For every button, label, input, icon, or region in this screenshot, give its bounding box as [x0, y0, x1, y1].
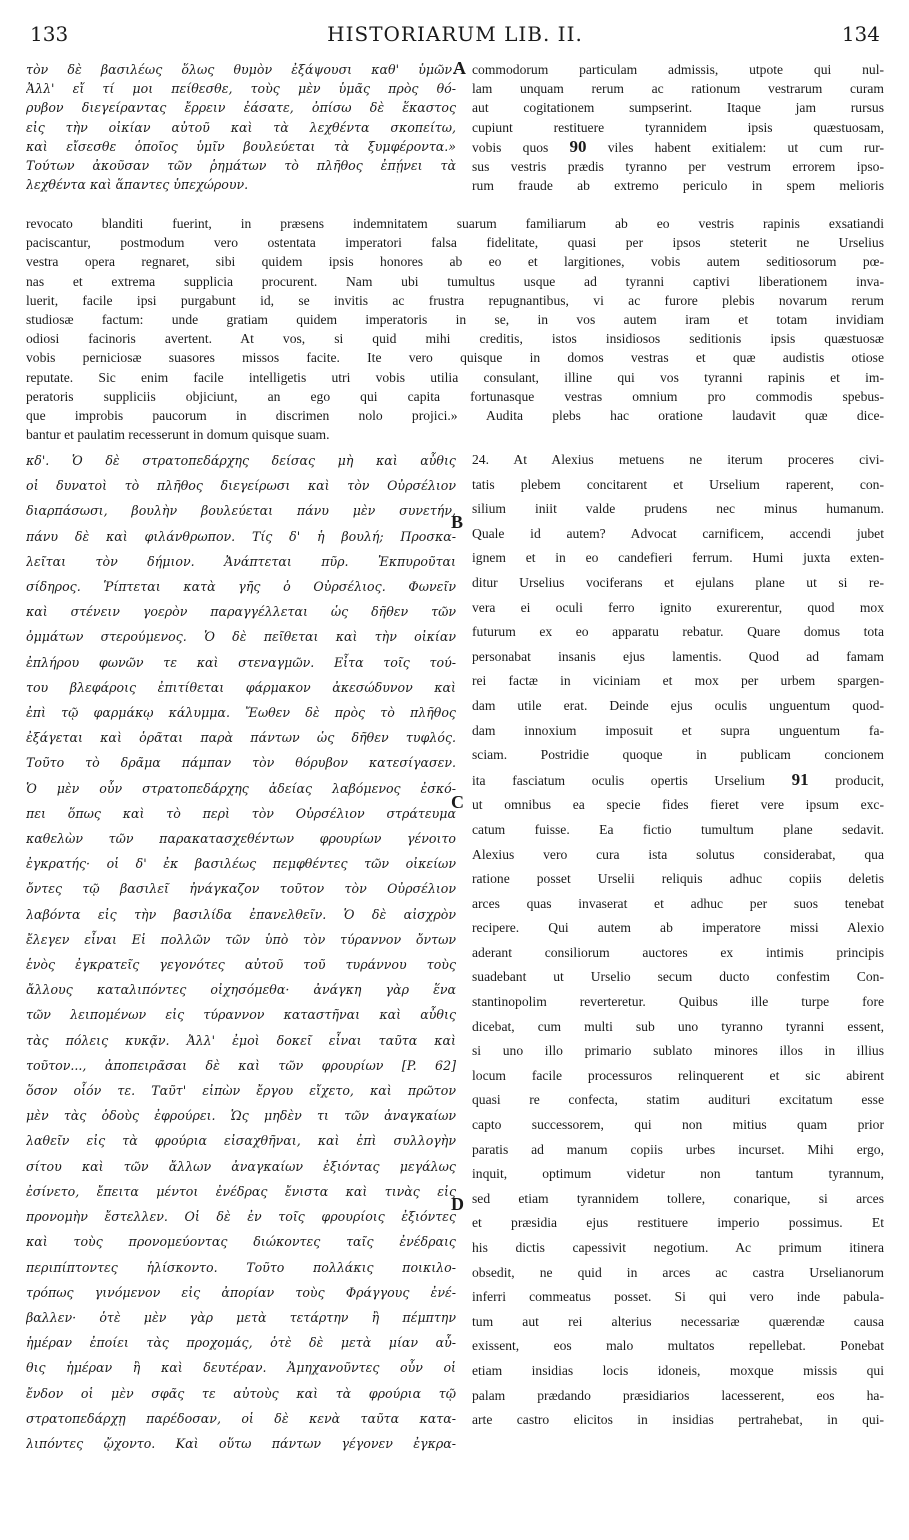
- text-line: aderant consiliorum auctores ex intimis principis: [472, 944, 884, 960]
- text-line: reputate. Sic enim facile intelligetis utri vobis utilia consulant, illine qui vos tyranni rapinis et im-: [26, 369, 884, 385]
- text-line: καὶ εἴσεσθε ὁποῖος ὑμῖν βουλεύεται τὰ ξυμφέροντα.»: [26, 138, 456, 154]
- text-line: ut omnibus ea specie fides fieret vere ipsum exc-: [472, 797, 884, 813]
- text-line: et præsidia ejus restituere imperio possimus. Et: [472, 1215, 884, 1231]
- margin-marker-a: A: [453, 58, 466, 78]
- text-line: tum aut rei alterius necessariæ quærendæ causa: [472, 1313, 884, 1329]
- text-line: sciam. Postridie quoque in publicam concionem: [472, 747, 884, 763]
- text-line: Τούτων ἀκοῦσαν τῶν ῥημάτων τὸ πλῆθος ἐπῄνει τὰ: [26, 158, 456, 174]
- text-line: palam prædando præsidiarios lacesserent, eos ha-: [472, 1387, 884, 1403]
- text-line: nas et extrema supplicia procurent. Nam ubi tumultus usque ad tyranni captivi liberationem inva-: [26, 273, 884, 289]
- text-line: τοῦτον..., ἀποπειρᾶσαι δὲ καὶ τῶν φρουρίων [P. 62]: [26, 1057, 456, 1073]
- text-line: ρυβον διεγείραντας ἔρρειν ἐάσατε, ὀπίσω δὲ ἕκαστος: [26, 100, 456, 116]
- text-line: revocato blanditi fuerint, in præsens indemnitatem suarum familiarum ab eo vestris rapinis exsatiandi: [26, 216, 884, 231]
- text-line: 24. At Alexius metuens ne iterum proceres civi-: [472, 452, 884, 467]
- text-line: προνομὴν ἔστελλεν. Οἱ δὲ ἐν τοῖς φρουρίοις ἐξιόντες: [26, 1209, 456, 1225]
- text-line: studiosæ factum: unde gratiam quidem imperatoris in se, in vos autem iram et totam invidiam: [26, 312, 884, 328]
- text-line: capto successorem, qui non mitius quam prior: [472, 1117, 884, 1133]
- text-line: arte castro elicitos in insidias pertrahebat, in qui-: [472, 1412, 884, 1428]
- marginal-number-90: 90: [569, 136, 587, 156]
- text-line: Quale id autem? Advocat carnificem, accendi jubet: [472, 525, 884, 541]
- margin-marker-c: C: [451, 792, 464, 812]
- text-line: ignem et in eo candefieri ferrum. Humi juxta exten-: [472, 550, 884, 566]
- top-latin-column: [472, 60, 884, 195]
- text-line: inferri commeatus posset. Si qui vero inde pabula-: [472, 1289, 884, 1305]
- text-line: ἑνὸς ἐγκρατεῖς γεγονότες αὐτοῦ τοῦ τυράννου τοὺς: [26, 957, 456, 973]
- text-line: λεχθέντα καὶ ἅπαντες ὑπεχώρουν.: [26, 177, 249, 193]
- text-line: luerit, facile ipsi purgabunt id, se invitis ac frustra repugnantibus, vi ac furore plebis novarum rerum: [26, 292, 884, 308]
- text-line: sed etiam tyrannidem tollere, conarique, si arces: [472, 1190, 884, 1206]
- text-line: tatis plebem concitarent et Urselium raperent, con-: [472, 476, 884, 492]
- text-line: λιπόντες ᾤχοντο. Καὶ οὕτω πάντων γέγονεν ἐγκρα-: [26, 1435, 456, 1451]
- text-line: paciscantur, postmodum vero ostentata imperatori falsa fidelitate, quasi per ipsos steterit ne Urselius: [26, 235, 884, 251]
- text-line: ἡμέραν ἐποίει τὰς προχομάς, ὁτὲ δὲ μετὰ μίαν αὖ-: [26, 1335, 456, 1351]
- text-line: etiam insidias locis idoneis, moxque missis qui: [472, 1362, 884, 1378]
- text-line: peratoris suppliciis objiciunt, an ego qui capita fortunasque vestras omnium pro commodis spebus-: [26, 388, 884, 404]
- page-header: [30, 22, 880, 50]
- text-line: rei factæ in viciniam et mox per urbem spargen-: [472, 673, 884, 689]
- text-line: quasi re confecta, statim audituri excitatum esse: [472, 1092, 884, 1108]
- text-line: vera ei oculi ferro ignito exurerentur, quod mox: [472, 599, 884, 615]
- text-line: κδ'. Ὁ δὲ στρατοπεδάρχης δείσας μὴ καὶ αὖθις: [26, 453, 456, 468]
- text-line: vobis perniciosæ suasores missos facite. Ite vero quisque in domos vestras et quæ audistis otiose: [26, 350, 884, 366]
- text-line: bantur et paulatim recesserunt in domum quisque suam.: [26, 427, 330, 443]
- text-line: τρόπως γινόμενον εἰς ἀπορίαν τοὺς Φράγγους ἐνέ-: [26, 1284, 456, 1300]
- text-line: λεῖται τὸν δήμιον. Ἀνάπτεται πῦρ. Ἐκπυροῦται: [26, 553, 456, 569]
- text-line: inquit, optimum videtur non tantum tyrannum,: [472, 1166, 884, 1182]
- text-line: ἐπλήρου φωνῶν τε καὶ στεναγμῶν. Εἶτα τοῖς τού-: [26, 654, 456, 670]
- text-line: aut cogitationem sumpserint. Itaque jam rursus: [472, 100, 884, 116]
- main-latin-column: [472, 448, 884, 1433]
- text-line: πάνυ δὲ καὶ φιλάνθρωπον. Τίς δ' ἡ βουλή; Προσκα-: [26, 528, 456, 544]
- text-line: obsedit, ne quid in arces ac castra Urselianorum: [472, 1264, 884, 1280]
- text-line: ἄλλους καταλιπόντες οἰχησόμεθα· ἀνάγκη γὰρ ἕνα: [26, 982, 456, 998]
- text-line: futurum ex eo apparatu rebatur. Quare domus tota: [472, 624, 884, 640]
- marginal-number-91: 91: [791, 769, 809, 789]
- text-line: πει ὅπως καὶ τὸ περὶ τὸν Οὐρσέλιον στράτευμα: [26, 805, 456, 821]
- margin-marker-b: B: [451, 512, 464, 532]
- text-line: odiosi facinoris avertent. At vos, si quid mihi creditis, istos insidiosos seditionis ipsis quæstuosæ: [26, 331, 884, 347]
- text-line: vobis quos 90 viles habent exitialem: ut cum rur-: [472, 136, 884, 156]
- text-line: dicebat, cum multi sub uno tyranno tyranni essent,: [472, 1018, 884, 1034]
- full-width-latin: [26, 214, 884, 444]
- text-line: Ἀλλ' εἴ τί μοι πείθεσθε, τοὺς μὲν ὑμᾶς πρὸς θό-: [26, 81, 456, 97]
- text-line: dam utile erat. Deinde ejus oculis unguentum quod-: [472, 697, 884, 713]
- text-line: καὶ στένειν γοερὸν παραγγέλλεται ὡς δῆθεν τῶν: [26, 604, 456, 620]
- text-line: περιπίπτοντες ἡλίσκοντο. Τοῦτο πολλάκις ποικιλο-: [26, 1259, 456, 1275]
- text-line: ἐπὶ τῷ φαρμάκῳ κάλυμμα. Ἔωθεν δὲ πρὸς τὸ πλῆθος: [26, 705, 456, 721]
- text-line: his dictis capessivit negotium. Ac primum itinera: [472, 1240, 884, 1255]
- text-line: si uno illo primario sublato minores illos in illius: [472, 1043, 884, 1059]
- text-line: ὅσον οἷόν τε. Ταῦτ' εἰπὼν ἔργου εἴχετο, καὶ πρῶτον: [26, 1083, 456, 1099]
- text-line: καθελὼν τῶν παρακατασχεθέντων φρουρίων γένοιτο: [26, 831, 456, 847]
- text-line: commodorum particulam admissis, utpote qui nul-: [472, 62, 884, 77]
- text-line: σίδηρος. Ῥίπτεται κατὰ γῆς ὁ Οὐρσέλιος. Φωνεῖν: [26, 579, 456, 595]
- text-line: καὶ τοὺς προνομεύοντας διώκοντες ταῖς ἐνέδραις: [26, 1234, 456, 1250]
- running-title: HISTORIARUM LIB. II.: [327, 22, 583, 46]
- text-line: ἐξάγεται καὶ ὁρᾶται παρὰ πάντων ὡς δῆθεν τυφλός.: [26, 730, 456, 746]
- main-greek-column: [26, 448, 456, 1456]
- text-line: Τοῦτο τὸ δρᾶμα πάμπαν τὸν θόρυβον κατεσίγασεν.: [26, 755, 456, 771]
- text-line: του βλεφάροις ἐπιτίθεται φάρμακον ἀκεσώδυνον καὶ: [26, 679, 456, 695]
- text-line: ita fasciatum oculis opertis Urselium 91 producit,: [472, 769, 884, 789]
- text-line: arces quas invaserat et adhuc per suos tenebat: [472, 895, 884, 911]
- text-line: ὄντες τῷ βασιλεῖ ἠνάγκαζον τοῦτον τὸν Οὐρσέλιον: [26, 881, 456, 897]
- text-line: locum facile processuros relinquerent et sic abirent: [472, 1067, 884, 1083]
- text-line: ἐγκρατής· οἱ δ' ἐκ βασιλέως πεμφθέντες τῶν οἰκείων: [26, 856, 456, 872]
- text-line: λαβόντα εἰς τὴν βασιλίδα ἐπανελθεῖν. Ὁ δὲ αἰσχρὸν: [26, 906, 456, 922]
- text-line: que improbis paucorum in discrimen nolo projici.» Audita plebs hac oratione laudavit quæ dice-: [26, 408, 884, 424]
- text-line: ὀμμάτων στερούμενος. Ὁ δὲ πεῖθεται καὶ τὴν οἰκίαν: [26, 629, 456, 645]
- text-line: βαλλεν· ὁτὲ μὲν γὰρ μετὰ τετάρτην ἢ πέμπτην: [26, 1309, 456, 1325]
- margin-marker-d: D: [451, 1194, 464, 1214]
- text-line: τὰς πόλεις κυκᾷν. Ἀλλ' ἐμοὶ δοκεῖ εἶναι ταῦτα καὶ: [26, 1032, 456, 1048]
- top-greek-column: [26, 60, 456, 194]
- text-line: rum fraude ab extremo periculo in spem melioris: [472, 178, 884, 194]
- text-line: διαρπάσωσι, βουλὴν βουλεύεται πάνυ μὲν συνετήν,: [26, 503, 456, 519]
- page-number-right: 134: [841, 22, 880, 46]
- text-line: cupiunt restituere tyrannidem ipsis quæstuosam,: [472, 119, 884, 135]
- text-line: ἔνδον οἱ μὲν σφᾶς τε αὐτοὺς καὶ τὰ φρούρια τῷ: [26, 1385, 456, 1401]
- text-line: recipere. Qui autem ab imperatore missi Alexio: [472, 920, 884, 936]
- text-line: ἐσίνετο, ἔπειτα μέντοι ἐνέδρας ἔνιστα καὶ τινὰς εἰς: [26, 1183, 456, 1199]
- text-line: catum fuisse. Ea fictio tumultum plane sedavit.: [472, 821, 884, 837]
- text-line: ditur Urselius vociferans et ejulans plane ut si re-: [472, 574, 884, 590]
- text-line: θις ἡμέραν ἢ καὶ δευτέραν. Ἀμηχανοῦντες οὖν οἱ: [26, 1360, 456, 1376]
- text-line: λαθεῖν εἰς τὰ φρούρια εἰσαχθῆναι, καὶ ἐπὶ συλλογὴν: [26, 1133, 456, 1149]
- text-line: σίτου καὶ τῶν ἄλλων ἀναγκαίων ἐξιόντας μεγάλως: [26, 1158, 456, 1174]
- text-line: τὸν δὲ βασιλέως ὅλως θυμὸν ἐξάψουσι καθ' ὑμῶν.: [26, 62, 456, 77]
- text-line: silium iniit valde prudens nec minus humanum.: [472, 501, 884, 517]
- page-number-left: 133: [30, 22, 69, 46]
- text-line: vestra opera regnaret, sibi quidem ipsis honores ab eo et largitiones, vobis autem seditiosorum pœ-: [26, 254, 884, 270]
- text-line: τῶν λειπομένων εἰς τύραννον καταστῆναι καὶ αὖθις: [26, 1007, 456, 1023]
- text-line: στρατοπεδάρχῃ παρέδοσαν, οἱ δὲ κενὰ ταῦτα κατα-: [26, 1410, 456, 1426]
- text-line: ratione posset Urselii reliquis adhuc copiis deletis: [472, 871, 884, 887]
- text-line: ἔλεγεν εἶναι Εἰ πολλῶν τῶν ὑπὸ τὸν τύραννον ὄντων: [26, 931, 456, 947]
- text-line: paratis ad manum copiis urbes incurset. Mihi ergo,: [472, 1141, 884, 1157]
- text-line: lam unquam rerum ac rationum vestrarum curam: [472, 81, 884, 97]
- text-line: εἰς τὴν οἰκίαν αὐτοῦ καὶ τὰ λεχθέντα σκοπείτω,: [26, 119, 456, 135]
- text-line: suadebant ut Urselio secum ducto confestim Con-: [472, 969, 884, 985]
- text-line: exissent, eos malo multatos repellebat. Ponebat: [472, 1338, 884, 1354]
- text-line: sus vestris prædis tyranno per vestrum errorem ipso-: [472, 159, 884, 175]
- text-line: dam innoxium imposuit et supra unguentum fa-: [472, 722, 884, 738]
- text-line: οἱ δυνατοὶ τὸ πλῆθος διεγείρωσι καὶ τὸν Οὐρσέλιον: [26, 478, 456, 494]
- text-line: personabat insanis ejus lamentis. Quod ad famam: [472, 648, 884, 664]
- text-line: stantinopolim reverteretur. Quibus ille turpe fore: [472, 994, 884, 1010]
- text-line: μὲν τὰς ὁδοὺς ἐφρούρει. Ὡς μηδὲν τι τῶν ἀναγκαίων: [26, 1108, 456, 1124]
- text-line: Ὁ μὲν οὖν στρατοπεδάρχης ἀδείας λαβόμενος ἐσκό-: [26, 780, 456, 796]
- text-line: Alexius vero cura ista solutus considerabat, qua: [472, 846, 884, 862]
